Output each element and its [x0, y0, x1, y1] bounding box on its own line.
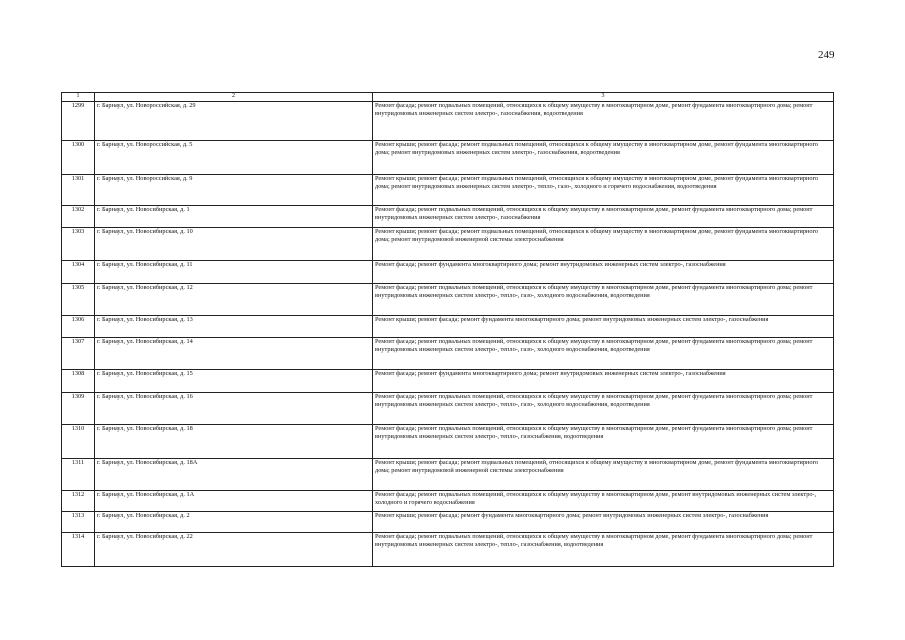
row-address: г. Барнаул, ул. Новосибирская, д. 2 — [95, 512, 373, 533]
row-number: 1313 — [62, 512, 95, 533]
row-number: 1306 — [62, 316, 95, 338]
row-address: г. Барнаул, ул. Новороссийская, д. 5 — [95, 141, 373, 175]
row-works: Ремонт крыши; ремонт фасада; ремонт подвальных помещений, относящихся к общему имуществу в многоквартирном доме, ремонт фундамента многоквартирного дома; ремонт внутридомовых инженерных систем электро-, тепло-, газо-, холодного и горячего водоснабжения, водоотведения — [373, 175, 834, 206]
row-works: Ремонт крыши; ремонт фасада; ремонт фундамента многоквартирного дома; ремонт внутридомовых инженерных систем электро-, газоснабжения — [373, 316, 834, 338]
row-number: 1312 — [62, 491, 95, 512]
row-address: г. Барнаул, ул. Новосибирская, д. 14 — [95, 338, 373, 370]
table-row — [62, 284, 834, 316]
row-address: г. Барнаул, ул. Новосибирская, д. 22 — [95, 533, 373, 567]
page-number: 249 — [818, 49, 835, 61]
table-row — [62, 261, 834, 284]
row-works: Ремонт крыши; ремонт фасада; ремонт фундамента многоквартирного дома; ремонт внутридомовых инженерных систем электро-, газоснабжения — [373, 512, 834, 533]
row-works: Ремонт фасада; ремонт подвальных помещений, относящихся к общему имуществу в многоквартирном доме, ремонт фундамента многоквартирного дома; ремонт внутридомовых инженерных систем электро-, газоснабжения, водоотведения — [373, 102, 834, 141]
header-col-1: 1 — [62, 93, 95, 102]
row-works: Ремонт крыши; ремонт фасада; ремонт подвальных помещений, относящихся к общему имуществу в многоквартирном доме, ремонт фундамента многоквартирного дома; ремонт внутридомовой инженерной системы электроснабжения — [373, 459, 834, 491]
row-number: 1301 — [62, 175, 95, 206]
table-row — [62, 141, 834, 175]
table-row — [62, 370, 834, 393]
table-row — [62, 228, 834, 261]
row-address: г. Барнаул, ул. Новосибирская, д. 16 — [95, 393, 373, 425]
row-address: г. Барнаул, ул. Новороссийская, д. 29 — [95, 102, 373, 141]
row-address: г. Барнаул, ул. Новосибирская, д. 10 — [95, 228, 373, 261]
row-number: 1299 — [62, 102, 95, 141]
table-row — [62, 459, 834, 491]
row-works: Ремонт фасада; ремонт подвальных помещений, относящихся к общему имуществу в многоквартирном доме, ремонт фундамента многоквартирного дома; ремонт внутридомовых инженерных систем электро-, тепло-, газо-, холодного водоснабжения, водоотведения — [373, 338, 834, 370]
row-works: Ремонт фасада; ремонт фундамента многоквартирного дома; ремонт внутридомовых инженерных систем электро-, газоснабжения — [373, 370, 834, 393]
row-address: г. Барнаул, ул. Новосибирская, д. 13 — [95, 316, 373, 338]
table-row — [62, 393, 834, 425]
row-number: 1310 — [62, 425, 95, 459]
table-row — [62, 338, 834, 370]
row-works: Ремонт крыши; ремонт фасада; ремонт подвальных помещений, относящихся к общему имуществу в многоквартирном доме, ремонт фундамента многоквартирного дома; ремонт внутридомовых инженерных систем электро-, газоснабжения, водоотведения — [373, 141, 834, 175]
row-address: г. Барнаул, ул. Новосибирская, д. 1 — [95, 206, 373, 228]
table-row — [62, 533, 834, 567]
row-number: 1308 — [62, 370, 95, 393]
table-row — [62, 102, 834, 141]
row-number: 1300 — [62, 141, 95, 175]
table-row — [62, 512, 834, 533]
row-address: г. Барнаул, ул. Новороссийская, д. 9 — [95, 175, 373, 206]
row-address: г. Барнаул, ул. Новосибирская, д. 1А — [95, 491, 373, 512]
row-address: г. Барнаул, ул. Новосибирская, д. 12 — [95, 284, 373, 316]
row-number: 1303 — [62, 228, 95, 261]
table-row — [62, 206, 834, 228]
row-number: 1305 — [62, 284, 95, 316]
row-works: Ремонт фасада; ремонт подвальных помещений, относящихся к общему имуществу в многоквартирном доме, ремонт внутридомовых инженерных систем электро-, холодного и горячего водоснабжения — [373, 491, 834, 512]
row-works: Ремонт фасада; ремонт подвальных помещений, относящихся к общему имуществу в многоквартирном доме, ремонт фундамента многоквартирного дома; ремонт внутридомовых инженерных систем электро-, тепло-, газо-, холодного водоснабжения, водоотведения — [373, 393, 834, 425]
row-works: Ремонт фасада; ремонт подвальных помещений, относящихся к общему имуществу в многоквартирном доме, ремонт фундамента многоквартирного дома; ремонт внутридомовых инженерных систем электро-, тепло-, газоснабжения, водоотведения — [373, 533, 834, 567]
row-number: 1309 — [62, 393, 95, 425]
table-row — [62, 175, 834, 206]
row-address: г. Барнаул, ул. Новосибирская, д. 18А — [95, 459, 373, 491]
table-row — [62, 316, 834, 338]
row-address: г. Барнаул, ул. Новосибирская, д. 18 — [95, 425, 373, 459]
row-works: Ремонт фасада; ремонт подвальных помещений, относящихся к общему имуществу в многоквартирном доме, ремонт фундамента многоквартирного дома; ремонт внутридомовых инженерных систем электро-, тепло-, газоснабжения, водоотведения — [373, 425, 834, 459]
table-row — [62, 491, 834, 512]
row-number: 1304 — [62, 261, 95, 284]
row-works: Ремонт фасада; ремонт подвальных помещений, относящихся к общему имуществу в многоквартирном доме, ремонт фундамента многоквартирного дома; ремонт внутридомовых инженерных систем электро-, тепло-, газо-, холодного водоснабжения, водоотведения — [373, 284, 834, 316]
row-works: Ремонт фасада; ремонт подвальных помещений, относящихся к общему имуществу в многоквартирном доме, ремонт фундамента многоквартирного дома; ремонт внутридомовых инженерных систем электро-, газоснабжения — [373, 206, 834, 228]
row-number: 1307 — [62, 338, 95, 370]
row-works: Ремонт крыши; ремонт фасада; ремонт подвальных помещений, относящихся к общему имуществу в многоквартирном доме, ремонт фундамента многоквартирного дома; ремонт внутридомовой инженерной системы электроснабжения — [373, 228, 834, 261]
row-number: 1311 — [62, 459, 95, 491]
row-number: 1302 — [62, 206, 95, 228]
row-address: г. Барнаул, ул. Новосибирская, д. 11 — [95, 261, 373, 284]
table-row — [62, 425, 834, 459]
table-header-row — [62, 93, 834, 102]
row-number: 1314 — [62, 533, 95, 567]
housing-repair-table — [61, 92, 834, 567]
row-address: г. Барнаул, ул. Новосибирская, д. 15 — [95, 370, 373, 393]
header-col-3: 3 — [373, 93, 834, 102]
row-works: Ремонт фасада; ремонт фундамента многоквартирного дома; ремонт внутридомовых инженерных систем электро-, газоснабжения — [373, 261, 834, 284]
header-col-2: 2 — [95, 93, 373, 102]
